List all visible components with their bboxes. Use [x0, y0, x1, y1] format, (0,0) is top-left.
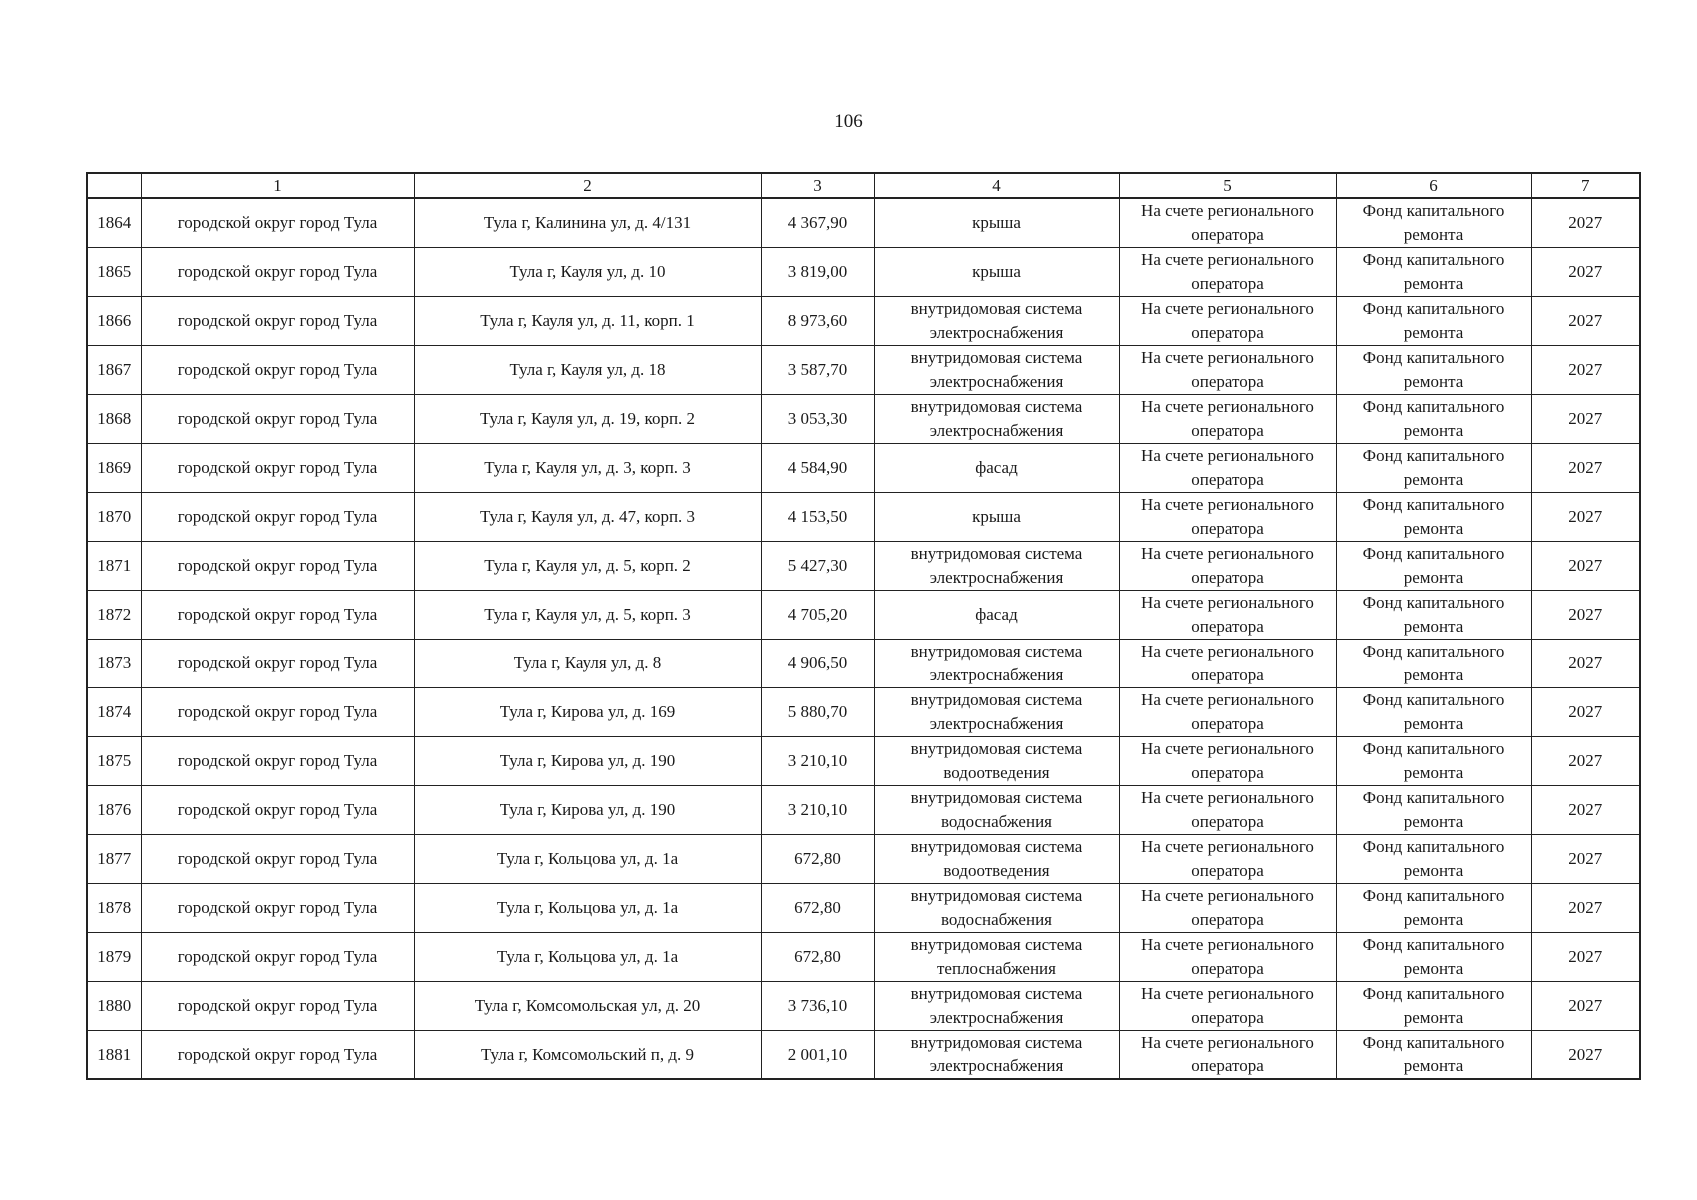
area-cell: 672,80: [761, 932, 874, 981]
funding-source-cell: Фонд капитального ремонта: [1336, 981, 1531, 1030]
area-cell: 4 584,90: [761, 443, 874, 492]
year-cell: 2027: [1531, 443, 1640, 492]
address-cell: Тула г, Кауля ул, д. 5, корп. 3: [414, 590, 761, 639]
table-row: [87, 932, 1640, 981]
municipality-cell: городской округ город Тула: [141, 492, 414, 541]
account-cell: На счете регионального оператора: [1119, 492, 1336, 541]
account-cell: На счете регионального оператора: [1119, 785, 1336, 834]
table-row: [87, 736, 1640, 785]
year-cell: 2027: [1531, 492, 1640, 541]
area-cell: 4 705,20: [761, 590, 874, 639]
municipality-cell: городской округ город Тула: [141, 590, 414, 639]
header-cell: 2: [414, 173, 761, 198]
table-row: [87, 247, 1640, 296]
work-type-cell: фасад: [874, 590, 1119, 639]
funding-source-cell: Фонд капитального ремонта: [1336, 785, 1531, 834]
table-row: [87, 296, 1640, 345]
work-type-cell: внутридомовая система теплоснабжения: [874, 932, 1119, 981]
account-cell: На счете регионального оператора: [1119, 834, 1336, 883]
table-row: [87, 443, 1640, 492]
area-cell: 672,80: [761, 834, 874, 883]
address-cell: Тула г, Кауля ул, д. 11, корп. 1: [414, 296, 761, 345]
year-cell: 2027: [1531, 198, 1640, 247]
address-cell: Тула г, Комсомольский п, д. 9: [414, 1030, 761, 1079]
funding-source-cell: Фонд капитального ремонта: [1336, 541, 1531, 590]
table-row: [87, 834, 1640, 883]
account-cell: На счете регионального оператора: [1119, 394, 1336, 443]
account-cell: На счете регионального оператора: [1119, 296, 1336, 345]
row-number: 1873: [87, 639, 141, 687]
work-type-cell: внутридомовая система электроснабжения: [874, 639, 1119, 687]
header-cell: 5: [1119, 173, 1336, 198]
municipality-cell: городской округ город Тула: [141, 981, 414, 1030]
header-cell: 7: [1531, 173, 1640, 198]
municipality-cell: городской округ город Тула: [141, 1030, 414, 1079]
funding-source-cell: Фонд капитального ремонта: [1336, 198, 1531, 247]
table-row: [87, 883, 1640, 932]
address-cell: Тула г, Кольцова ул, д. 1а: [414, 883, 761, 932]
header-cell: 3: [761, 173, 874, 198]
funding-source-cell: Фонд капитального ремонта: [1336, 345, 1531, 394]
address-cell: Тула г, Кауля ул, д. 47, корп. 3: [414, 492, 761, 541]
table-row: [87, 345, 1640, 394]
work-type-cell: крыша: [874, 492, 1119, 541]
header-cell: [87, 173, 141, 198]
area-cell: 672,80: [761, 883, 874, 932]
work-type-cell: внутридомовая система электроснабжения: [874, 541, 1119, 590]
municipality-cell: городской округ город Тула: [141, 394, 414, 443]
area-cell: 5 427,30: [761, 541, 874, 590]
row-number: 1868: [87, 394, 141, 443]
row-number: 1864: [87, 198, 141, 247]
funding-source-cell: Фонд капитального ремонта: [1336, 590, 1531, 639]
area-cell: 4 367,90: [761, 198, 874, 247]
address-cell: Тула г, Кауля ул, д. 10: [414, 247, 761, 296]
area-cell: 3 053,30: [761, 394, 874, 443]
account-cell: На счете регионального оператора: [1119, 1030, 1336, 1079]
work-type-cell: внутридомовая система электроснабжения: [874, 296, 1119, 345]
area-cell: 3 587,70: [761, 345, 874, 394]
row-number: 1878: [87, 883, 141, 932]
account-cell: На счете регионального оператора: [1119, 687, 1336, 736]
page-number: 106: [834, 111, 863, 132]
account-cell: На счете регионального оператора: [1119, 883, 1336, 932]
area-cell: 8 973,60: [761, 296, 874, 345]
area-cell: 5 880,70: [761, 687, 874, 736]
work-type-cell: внутридомовая система водоотведения: [874, 736, 1119, 785]
area-cell: 4 906,50: [761, 639, 874, 687]
account-cell: На счете регионального оператора: [1119, 541, 1336, 590]
year-cell: 2027: [1531, 639, 1640, 687]
address-cell: Тула г, Кауля ул, д. 18: [414, 345, 761, 394]
work-type-cell: крыша: [874, 198, 1119, 247]
funding-source-cell: Фонд капитального ремонта: [1336, 492, 1531, 541]
account-cell: На счете регионального оператора: [1119, 345, 1336, 394]
work-type-cell: внутридомовая система электроснабжения: [874, 1030, 1119, 1079]
row-number: 1876: [87, 785, 141, 834]
funding-source-cell: Фонд капитального ремонта: [1336, 443, 1531, 492]
year-cell: 2027: [1531, 883, 1640, 932]
work-type-cell: внутридомовая система электроснабжения: [874, 981, 1119, 1030]
table-row: [87, 198, 1640, 247]
year-cell: 2027: [1531, 296, 1640, 345]
row-number: 1865: [87, 247, 141, 296]
header-cell: 1: [141, 173, 414, 198]
table-row: [87, 687, 1640, 736]
funding-source-cell: Фонд капитального ремонта: [1336, 247, 1531, 296]
municipality-cell: городской округ город Тула: [141, 345, 414, 394]
work-type-cell: внутридомовая система водоотведения: [874, 834, 1119, 883]
row-number: 1880: [87, 981, 141, 1030]
row-number: 1869: [87, 443, 141, 492]
municipality-cell: городской округ город Тула: [141, 541, 414, 590]
capital-repair-table: [86, 172, 1641, 1080]
municipality-cell: городской округ город Тула: [141, 785, 414, 834]
account-cell: На счете регионального оператора: [1119, 590, 1336, 639]
account-cell: На счете регионального оператора: [1119, 932, 1336, 981]
work-type-cell: крыша: [874, 247, 1119, 296]
address-cell: Тула г, Кауля ул, д. 8: [414, 639, 761, 687]
work-type-cell: внутридомовая система электроснабжения: [874, 394, 1119, 443]
year-cell: 2027: [1531, 981, 1640, 1030]
municipality-cell: городской округ город Тула: [141, 198, 414, 247]
municipality-cell: городской округ город Тула: [141, 883, 414, 932]
work-type-cell: внутридомовая система электроснабжения: [874, 345, 1119, 394]
table-row: [87, 1030, 1640, 1079]
year-cell: 2027: [1531, 932, 1640, 981]
funding-source-cell: Фонд капитального ремонта: [1336, 1030, 1531, 1079]
address-cell: Тула г, Кауля ул, д. 5, корп. 2: [414, 541, 761, 590]
row-number: 1866: [87, 296, 141, 345]
funding-source-cell: Фонд капитального ремонта: [1336, 834, 1531, 883]
municipality-cell: городской округ город Тула: [141, 443, 414, 492]
funding-source-cell: Фонд капитального ремонта: [1336, 932, 1531, 981]
municipality-cell: городской округ город Тула: [141, 736, 414, 785]
address-cell: Тула г, Комсомольская ул, д. 20: [414, 981, 761, 1030]
account-cell: На счете регионального оператора: [1119, 443, 1336, 492]
area-cell: 3 819,00: [761, 247, 874, 296]
funding-source-cell: Фонд капитального ремонта: [1336, 639, 1531, 687]
account-cell: На счете регионального оператора: [1119, 639, 1336, 687]
year-cell: 2027: [1531, 345, 1640, 394]
funding-source-cell: Фонд капитального ремонта: [1336, 736, 1531, 785]
address-cell: Тула г, Кольцова ул, д. 1а: [414, 932, 761, 981]
row-number: 1881: [87, 1030, 141, 1079]
funding-source-cell: Фонд капитального ремонта: [1336, 394, 1531, 443]
area-cell: 4 153,50: [761, 492, 874, 541]
year-cell: 2027: [1531, 736, 1640, 785]
row-number: 1872: [87, 590, 141, 639]
table-row: [87, 785, 1640, 834]
year-cell: 2027: [1531, 687, 1640, 736]
table-row: [87, 639, 1640, 687]
year-cell: 2027: [1531, 1030, 1640, 1079]
work-type-cell: внутридомовая система водоснабжения: [874, 883, 1119, 932]
row-number: 1871: [87, 541, 141, 590]
area-cell: 3 210,10: [761, 785, 874, 834]
municipality-cell: городской округ город Тула: [141, 247, 414, 296]
funding-source-cell: Фонд капитального ремонта: [1336, 687, 1531, 736]
address-cell: Тула г, Кауля ул, д. 19, корп. 2: [414, 394, 761, 443]
municipality-cell: городской округ город Тула: [141, 834, 414, 883]
table-row: [87, 394, 1640, 443]
area-cell: 2 001,10: [761, 1030, 874, 1079]
address-cell: Тула г, Кирова ул, д. 190: [414, 736, 761, 785]
table-row: [87, 590, 1640, 639]
municipality-cell: городской округ город Тула: [141, 687, 414, 736]
row-number: 1867: [87, 345, 141, 394]
address-cell: Тула г, Кирова ул, д. 169: [414, 687, 761, 736]
header-row: [87, 173, 1640, 198]
account-cell: На счете регионального оператора: [1119, 736, 1336, 785]
address-cell: Тула г, Кольцова ул, д. 1а: [414, 834, 761, 883]
year-cell: 2027: [1531, 785, 1640, 834]
area-cell: 3 736,10: [761, 981, 874, 1030]
funding-source-cell: Фонд капитального ремонта: [1336, 883, 1531, 932]
work-type-cell: фасад: [874, 443, 1119, 492]
municipality-cell: городской округ город Тула: [141, 639, 414, 687]
work-type-cell: внутридомовая система электроснабжения: [874, 687, 1119, 736]
header-cell: 6: [1336, 173, 1531, 198]
table-row: [87, 492, 1640, 541]
header-cell: 4: [874, 173, 1119, 198]
municipality-cell: городской округ город Тула: [141, 932, 414, 981]
row-number: 1874: [87, 687, 141, 736]
account-cell: На счете регионального оператора: [1119, 198, 1336, 247]
table-row: [87, 541, 1640, 590]
account-cell: На счете регионального оператора: [1119, 247, 1336, 296]
municipality-cell: городской округ город Тула: [141, 296, 414, 345]
row-number: 1870: [87, 492, 141, 541]
address-cell: Тула г, Кирова ул, д. 190: [414, 785, 761, 834]
account-cell: На счете регионального оператора: [1119, 981, 1336, 1030]
row-number: 1875: [87, 736, 141, 785]
address-cell: Тула г, Калинина ул, д. 4/131: [414, 198, 761, 247]
area-cell: 3 210,10: [761, 736, 874, 785]
year-cell: 2027: [1531, 834, 1640, 883]
table-row: [87, 981, 1640, 1030]
row-number: 1877: [87, 834, 141, 883]
year-cell: 2027: [1531, 247, 1640, 296]
address-cell: Тула г, Кауля ул, д. 3, корп. 3: [414, 443, 761, 492]
year-cell: 2027: [1531, 541, 1640, 590]
year-cell: 2027: [1531, 590, 1640, 639]
funding-source-cell: Фонд капитального ремонта: [1336, 296, 1531, 345]
year-cell: 2027: [1531, 394, 1640, 443]
work-type-cell: внутридомовая система водоснабжения: [874, 785, 1119, 834]
row-number: 1879: [87, 932, 141, 981]
